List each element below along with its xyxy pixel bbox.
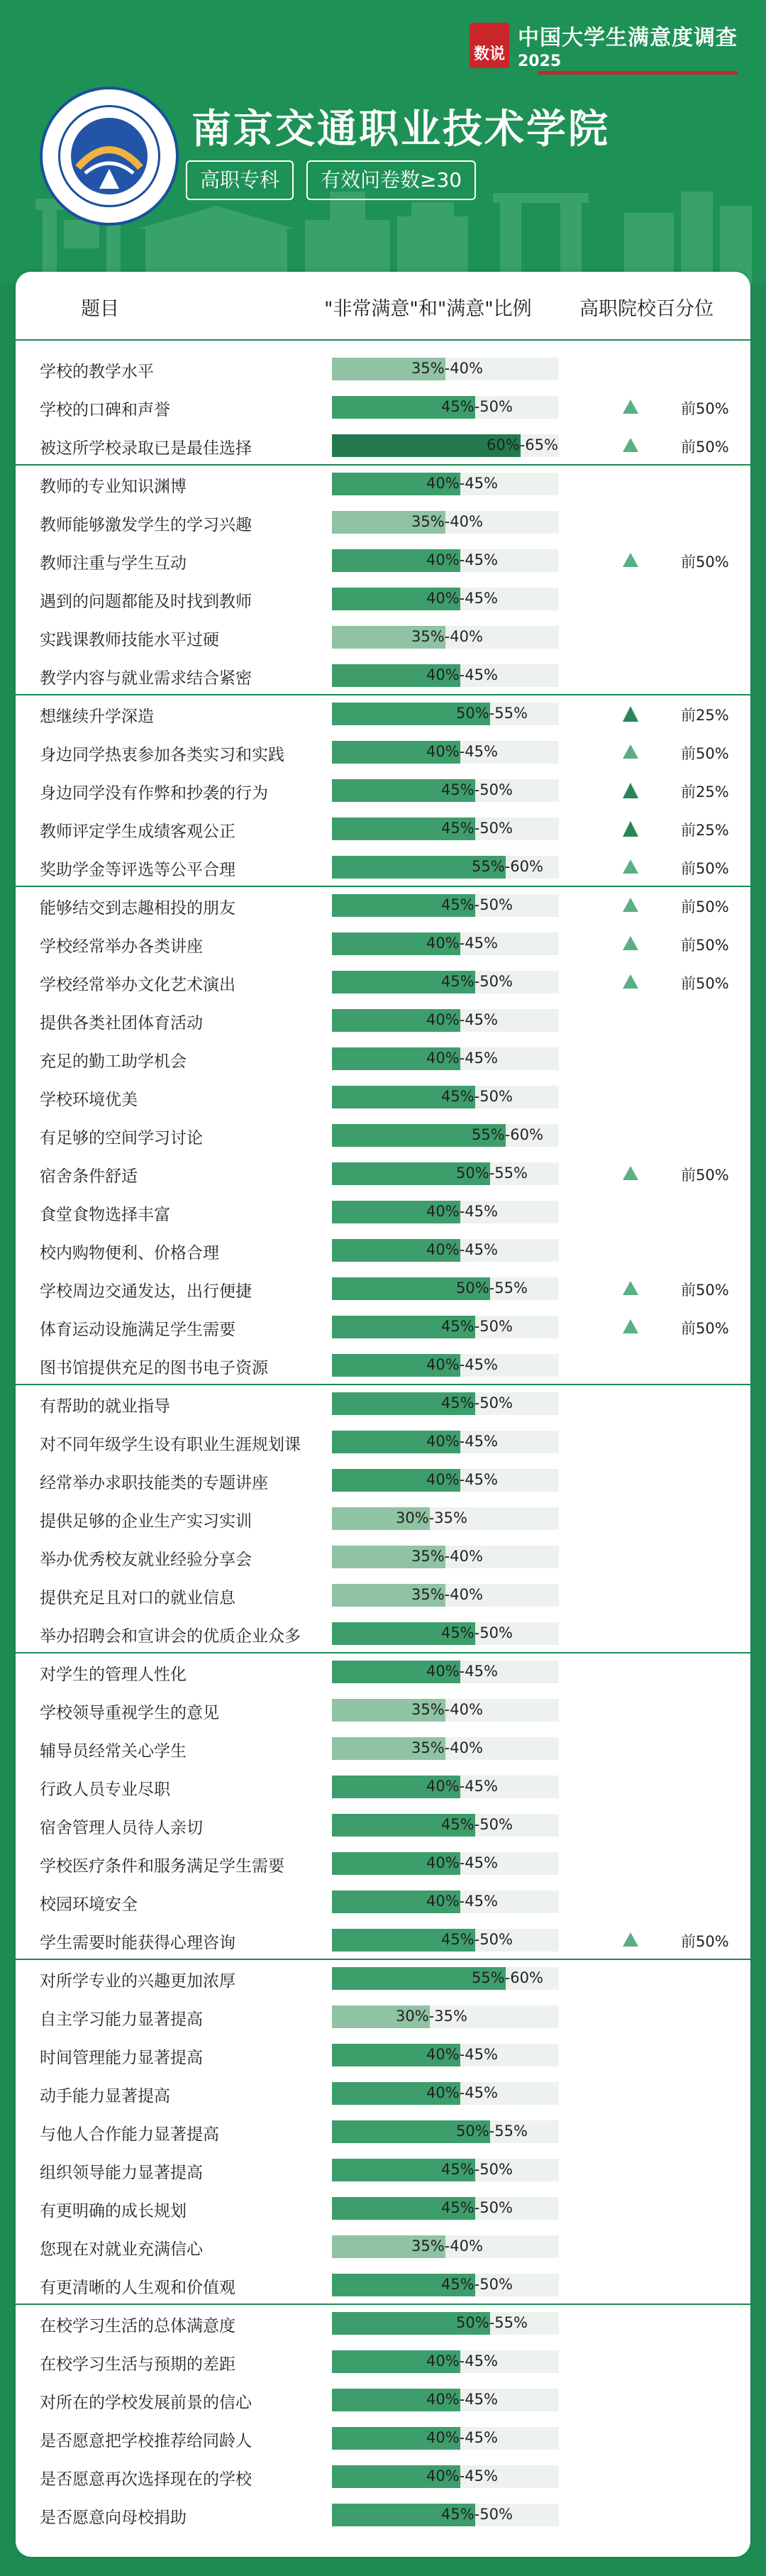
table-row — [16, 1001, 750, 1040]
ratio-track — [332, 664, 559, 687]
ratio-range: 50%-55% — [456, 2314, 528, 2331]
table-row — [16, 1193, 750, 1231]
ratio-track — [332, 511, 559, 534]
ratio-track — [332, 1661, 559, 1683]
row-label: 教师能够激发学生的学习兴趣 — [40, 516, 252, 534]
ratio-range: 45%-50% — [441, 1318, 513, 1335]
table-row — [16, 2074, 750, 2113]
ratio-track — [332, 588, 559, 610]
ratio-range: 35%-40% — [411, 1586, 483, 1603]
ratio-track — [332, 1162, 559, 1185]
table-row — [16, 2343, 750, 2381]
table-row — [16, 2113, 750, 2151]
row-label: 教师评定学生成绩客观公正 — [40, 822, 235, 841]
ratio-track — [332, 1124, 559, 1147]
row-label: 校园环境安全 — [40, 1895, 138, 1914]
ratio-range: 45%-50% — [441, 2276, 513, 2293]
triangle-up-icon — [623, 783, 638, 798]
percentile-label: 前50% — [681, 400, 729, 417]
ratio-track — [332, 2197, 559, 2220]
percentile-label: 前50% — [681, 937, 729, 954]
brand-title: 中国大学生满意度调查 — [518, 26, 738, 50]
ratio-range: 35%-40% — [411, 628, 483, 645]
row-label: 提供足够的企业生产实习实训 — [40, 1512, 252, 1531]
ratio-track — [332, 2120, 559, 2143]
row-label: 实践课教师技能水平过硬 — [40, 631, 219, 649]
row-label: 充足的勤工助学机会 — [40, 1052, 187, 1071]
table-row — [16, 2457, 750, 2496]
results-card — [16, 272, 750, 2557]
ratio-range: 45%-50% — [441, 781, 513, 798]
row-label: 学校经常举办各类讲座 — [40, 937, 203, 956]
triangle-up-icon — [623, 400, 638, 414]
percentile-label: 前50% — [681, 1320, 729, 1337]
row-label: 对所在的学校发展前景的信心 — [40, 2394, 252, 2412]
header-ratio: "非常满意"和"满意"比例 — [324, 298, 532, 320]
table-row — [16, 541, 750, 580]
row-label: 学校领导重视学生的意见 — [40, 1704, 219, 1722]
row-label: 在校学习生活与预期的差距 — [40, 2355, 235, 2374]
table-row — [16, 733, 750, 771]
ratio-range: 55%-60% — [472, 858, 543, 875]
row-label: 能够结交到志趣相投的朋友 — [40, 899, 235, 918]
table-row — [16, 1538, 750, 1576]
ratio-range: 35%-40% — [411, 360, 483, 377]
ratio-range: 50%-55% — [456, 705, 528, 722]
table-row — [16, 1499, 750, 1538]
row-label: 有足够的空间学习讨论 — [40, 1129, 203, 1147]
table-row — [16, 2381, 750, 2419]
table-row — [16, 1883, 750, 1921]
ratio-range: 45%-50% — [441, 398, 513, 415]
row-label: 在校学习生活的总体满意度 — [40, 2317, 235, 2335]
ratio-track — [332, 894, 559, 917]
ratio-range: 40%-45% — [426, 590, 498, 607]
ratio-track — [332, 1699, 559, 1722]
row-label: 学校的教学水平 — [40, 363, 154, 381]
ratio-range: 40%-45% — [426, 1471, 498, 1488]
table-row — [16, 503, 750, 541]
row-label: 经常举办求职技能类的专题讲座 — [40, 1474, 268, 1492]
ratio-range: 40%-45% — [426, 2391, 498, 2408]
ratio-range: 40%-45% — [426, 935, 498, 952]
ratio-track — [332, 818, 559, 840]
triangle-up-icon — [623, 706, 638, 722]
ratio-track — [332, 1431, 559, 1453]
ratio-range: 40%-45% — [426, 1663, 498, 1680]
table-row — [16, 1844, 750, 1883]
ratio-track — [332, 2274, 559, 2296]
row-label: 学生需要时能获得心理咨询 — [40, 1934, 235, 1952]
ratio-track — [332, 1354, 559, 1377]
ratio-track — [332, 1316, 559, 1338]
table-row — [16, 1729, 750, 1768]
table-row — [16, 465, 750, 503]
ratio-range: 35%-40% — [411, 1701, 483, 1718]
percentile-label: 前25% — [681, 783, 729, 800]
ratio-range: 40%-45% — [426, 2429, 498, 2446]
table-row — [16, 1614, 750, 1653]
row-label: 图书馆提供充足的图书电子资源 — [40, 1359, 268, 1377]
row-label: 组织领导能力显著提高 — [40, 2164, 203, 2182]
row-label: 行政人员专业尽职 — [40, 1780, 170, 1799]
school-seal-icon — [40, 87, 179, 226]
ratio-track — [332, 2005, 559, 2028]
ratio-track — [332, 971, 559, 993]
table-row — [16, 925, 750, 963]
row-label: 校内购物便利、价格合理 — [40, 1244, 219, 1262]
ratio-range: 40%-45% — [426, 2352, 498, 2369]
ratio-track — [332, 1201, 559, 1223]
table-row — [16, 1040, 750, 1078]
row-label: 有更清晰的人生观和价值观 — [40, 2279, 235, 2297]
ratio-range: 30%-35% — [396, 1509, 467, 1526]
row-label: 对学生的管理人性化 — [40, 1666, 187, 1684]
ratio-track — [332, 2389, 559, 2411]
ratio-track — [332, 1622, 559, 1645]
row-label: 是否愿意把学校推荐给同龄人 — [40, 2432, 252, 2450]
seal-emblem-icon — [71, 118, 148, 194]
ratio-range: 35%-40% — [411, 513, 483, 530]
row-label: 奖助学金等评选等公平合理 — [40, 861, 235, 879]
row-label: 教学内容与就业需求结合紧密 — [40, 669, 252, 688]
ratio-range: 50%-55% — [456, 1165, 528, 1182]
brand-logo-icon: 数说 — [470, 23, 509, 68]
table-row — [16, 1385, 750, 1423]
ratio-track — [332, 2312, 559, 2335]
ratio-track — [332, 779, 559, 802]
brand-underline — [538, 71, 738, 75]
table-row — [16, 1423, 750, 1461]
triangle-up-icon — [623, 438, 638, 452]
table-row — [16, 1806, 750, 1844]
row-label: 学校经常举办文化艺术演出 — [40, 976, 235, 994]
ratio-range: 40%-45% — [426, 2046, 498, 2063]
header — [0, 0, 766, 284]
triangle-up-icon — [623, 898, 638, 912]
row-label: 学校医疗条件和服务满足学生需要 — [40, 1857, 284, 1876]
ratio-range: 40%-45% — [426, 1241, 498, 1258]
ratio-range: 45%-50% — [441, 1088, 513, 1105]
ratio-track — [332, 741, 559, 764]
percentile-label: 前50% — [681, 439, 729, 456]
table-row — [16, 1576, 750, 1614]
ratio-track — [332, 1584, 559, 1607]
row-label: 与他人合作能力显著提高 — [40, 2125, 219, 2144]
ratio-range: 40%-45% — [426, 666, 498, 683]
ratio-range: 40%-45% — [426, 1778, 498, 1795]
percentile-label: 前50% — [681, 1933, 729, 1950]
ratio-track — [332, 1929, 559, 1952]
row-label: 对不同年级学生设有职业生涯规划课 — [40, 1436, 301, 1454]
row-label: 有帮助的就业指导 — [40, 1397, 170, 1416]
row-label: 有更明确的成长规划 — [40, 2202, 187, 2220]
ratio-track — [332, 1546, 559, 1568]
ratio-track — [332, 434, 559, 457]
row-label: 提供各类社团体育活动 — [40, 1014, 203, 1033]
table-row — [16, 2266, 750, 2304]
percentile-label: 前25% — [681, 707, 729, 724]
ratio-track — [332, 1086, 559, 1108]
ratio-track — [332, 2350, 559, 2373]
ratio-range: 40%-45% — [426, 551, 498, 568]
ratio-range: 40%-45% — [426, 1893, 498, 1910]
ratio-range: 55%-60% — [472, 1969, 543, 1986]
ratio-range: 55%-60% — [472, 1126, 543, 1143]
table-row — [16, 350, 750, 388]
ratio-range: 40%-45% — [426, 743, 498, 760]
percentile-label: 前50% — [681, 1167, 729, 1184]
table-row — [16, 388, 750, 426]
header-item: 题目 — [81, 298, 119, 320]
triangle-up-icon — [623, 1166, 638, 1180]
ratio-range: 40%-45% — [426, 475, 498, 492]
row-label: 举办招聘会和宣讲会的优质企业众多 — [40, 1627, 301, 1646]
ratio-range: 45%-50% — [441, 1816, 513, 1833]
table-row — [16, 1691, 750, 1729]
row-label: 动手能力显著提高 — [40, 2087, 170, 2106]
table-row — [16, 1346, 750, 1385]
triangle-up-icon — [623, 859, 638, 874]
row-label: 教师注重与学生互动 — [40, 554, 187, 573]
table-row — [16, 1959, 750, 1998]
ratio-track — [332, 856, 559, 879]
ratio-track — [332, 549, 559, 572]
ratio-track — [332, 473, 559, 495]
table-row — [16, 848, 750, 886]
school-name: 南京交通职业技术学院 — [192, 106, 610, 153]
triangle-up-icon — [623, 553, 638, 567]
tag-sample-size: 有效问卷数≥30 — [306, 160, 476, 200]
row-label: 您现在对就业充满信心 — [40, 2240, 203, 2259]
ratio-track — [332, 2082, 559, 2105]
table-row — [16, 1921, 750, 1959]
table-header — [16, 272, 750, 341]
row-label: 举办优秀校友就业经验分享会 — [40, 1551, 252, 1569]
ratio-track — [332, 2427, 559, 2450]
table-row — [16, 2304, 750, 2343]
table-row — [16, 1653, 750, 1691]
triangle-up-icon — [623, 936, 638, 950]
ratio-range: 35%-40% — [411, 1548, 483, 1565]
table-row — [16, 426, 750, 465]
ratio-track — [332, 1776, 559, 1798]
ratio-track — [332, 1047, 559, 1070]
percentile-label: 前50% — [681, 554, 729, 571]
table-row — [16, 2036, 750, 2074]
ratio-range: 40%-45% — [426, 1854, 498, 1871]
ratio-range: 40%-45% — [426, 2084, 498, 2101]
table-row — [16, 656, 750, 695]
percentile-label: 前50% — [681, 898, 729, 915]
ratio-range: 50%-55% — [456, 2123, 528, 2140]
row-label: 时间管理能力显著提高 — [40, 2049, 203, 2067]
triangle-up-icon — [623, 974, 638, 989]
ratio-track — [332, 2044, 559, 2066]
table-row — [16, 963, 750, 1001]
row-label: 遇到的问题都能及时找到教师 — [40, 593, 252, 611]
ratio-track — [332, 396, 559, 419]
row-label: 学校环境优美 — [40, 1091, 138, 1109]
percentile-label: 前50% — [681, 745, 729, 762]
table-row — [16, 1078, 750, 1116]
ratio-track — [332, 1814, 559, 1837]
row-label: 身边同学没有作弊和抄袭的行为 — [40, 784, 268, 803]
ratio-range: 40%-45% — [426, 1356, 498, 1373]
table-row — [16, 1998, 750, 2036]
table-row — [16, 1116, 750, 1155]
row-label: 是否愿意再次选择现在的学校 — [40, 2470, 252, 2489]
ratio-track — [332, 2235, 559, 2258]
ratio-range: 45%-50% — [441, 2199, 513, 2216]
table-row — [16, 2228, 750, 2266]
triangle-up-icon — [623, 1319, 638, 1333]
ratio-range: 40%-45% — [426, 1433, 498, 1450]
triangle-up-icon — [623, 1281, 638, 1295]
ratio-track — [332, 703, 559, 725]
table-row — [16, 810, 750, 848]
table-row — [16, 695, 750, 733]
percentile-label: 前50% — [681, 975, 729, 992]
brand — [470, 20, 738, 70]
row-label: 身边同学热衷参加各类实习和实践 — [40, 746, 284, 764]
ratio-range: 35%-40% — [411, 2238, 483, 2255]
brand-year: 2025 — [518, 53, 562, 70]
ratio-track — [332, 1009, 559, 1032]
row-label: 学校的口碑和声誉 — [40, 401, 170, 419]
table-row — [16, 2151, 750, 2189]
row-label: 教师的专业知识渊博 — [40, 478, 187, 496]
ratio-range: 60%-65% — [487, 436, 558, 453]
ratio-range: 45%-50% — [441, 896, 513, 913]
ratio-range: 40%-45% — [426, 1011, 498, 1028]
row-label: 想继续升学深造 — [40, 708, 154, 726]
row-label: 辅导员经常关心学生 — [40, 1742, 187, 1761]
percentile-label: 前50% — [681, 860, 729, 877]
ratio-range: 45%-50% — [441, 1624, 513, 1641]
ratio-range: 35%-40% — [411, 1739, 483, 1756]
table-row — [16, 1270, 750, 1308]
table-row — [16, 1768, 750, 1806]
ratio-range: 40%-45% — [426, 1050, 498, 1067]
table-row — [16, 1231, 750, 1270]
row-label: 自主学习能力显著提高 — [40, 2010, 203, 2029]
table-row — [16, 2496, 750, 2534]
row-label: 宿舍管理人员待人亲切 — [40, 1819, 203, 1837]
row-label: 被这所学校录取已是最佳选择 — [40, 439, 252, 458]
ratio-track — [332, 1737, 559, 1760]
tag-level: 高职专科 — [186, 160, 294, 200]
row-label: 对所学专业的兴趣更加浓厚 — [40, 1972, 235, 1991]
ratio-track — [332, 2465, 559, 2488]
row-label: 食堂食物选择丰富 — [40, 1206, 170, 1224]
ratio-track — [332, 1852, 559, 1875]
ratio-range: 30%-35% — [396, 2008, 467, 2025]
ratio-track — [332, 2504, 559, 2526]
ratio-range: 45%-50% — [441, 2506, 513, 2523]
ratio-track — [332, 1469, 559, 1492]
brand-text — [518, 20, 738, 70]
ratio-range: 40%-45% — [426, 2467, 498, 2484]
ratio-track — [332, 1967, 559, 1990]
row-label: 体育运动设施满足学生需要 — [40, 1321, 235, 1339]
table-row — [16, 1308, 750, 1346]
triangle-up-icon — [623, 821, 638, 837]
percentile-label: 前50% — [681, 1282, 729, 1299]
ratio-range: 40%-45% — [426, 1203, 498, 1220]
table-row — [16, 618, 750, 656]
ratio-track — [332, 1277, 559, 1300]
ratio-track — [332, 1507, 559, 1530]
table-row — [16, 2419, 750, 2457]
ratio-track — [332, 1890, 559, 1913]
ratio-track — [332, 2159, 559, 2181]
ratio-range: 50%-55% — [456, 1279, 528, 1297]
ratio-range: 45%-50% — [441, 973, 513, 990]
table-row — [16, 2189, 750, 2228]
row-label: 是否愿意向母校捐助 — [40, 2509, 187, 2527]
ratio-range: 45%-50% — [441, 1394, 513, 1411]
table-row — [16, 1461, 750, 1499]
triangle-up-icon — [623, 744, 638, 759]
table-row — [16, 771, 750, 810]
header-percentile: 高职院校百分位 — [579, 298, 714, 320]
ratio-track — [332, 932, 559, 955]
row-label: 提供充足且对口的就业信息 — [40, 1589, 235, 1607]
table-row — [16, 886, 750, 925]
ratio-range: 45%-50% — [441, 1931, 513, 1948]
ratio-range: 45%-50% — [441, 820, 513, 837]
triangle-up-icon — [623, 1932, 638, 1947]
ratio-track — [332, 358, 559, 380]
row-label: 学校周边交通发达，出行便捷 — [40, 1282, 252, 1301]
percentile-label: 前25% — [681, 822, 729, 839]
ratio-track — [332, 626, 559, 649]
ratio-track — [332, 1392, 559, 1415]
table-row — [16, 580, 750, 618]
row-label: 宿舍条件舒适 — [40, 1167, 138, 1186]
ratio-range: 45%-50% — [441, 2161, 513, 2178]
ratio-track — [332, 1239, 559, 1262]
table-row — [16, 1155, 750, 1193]
